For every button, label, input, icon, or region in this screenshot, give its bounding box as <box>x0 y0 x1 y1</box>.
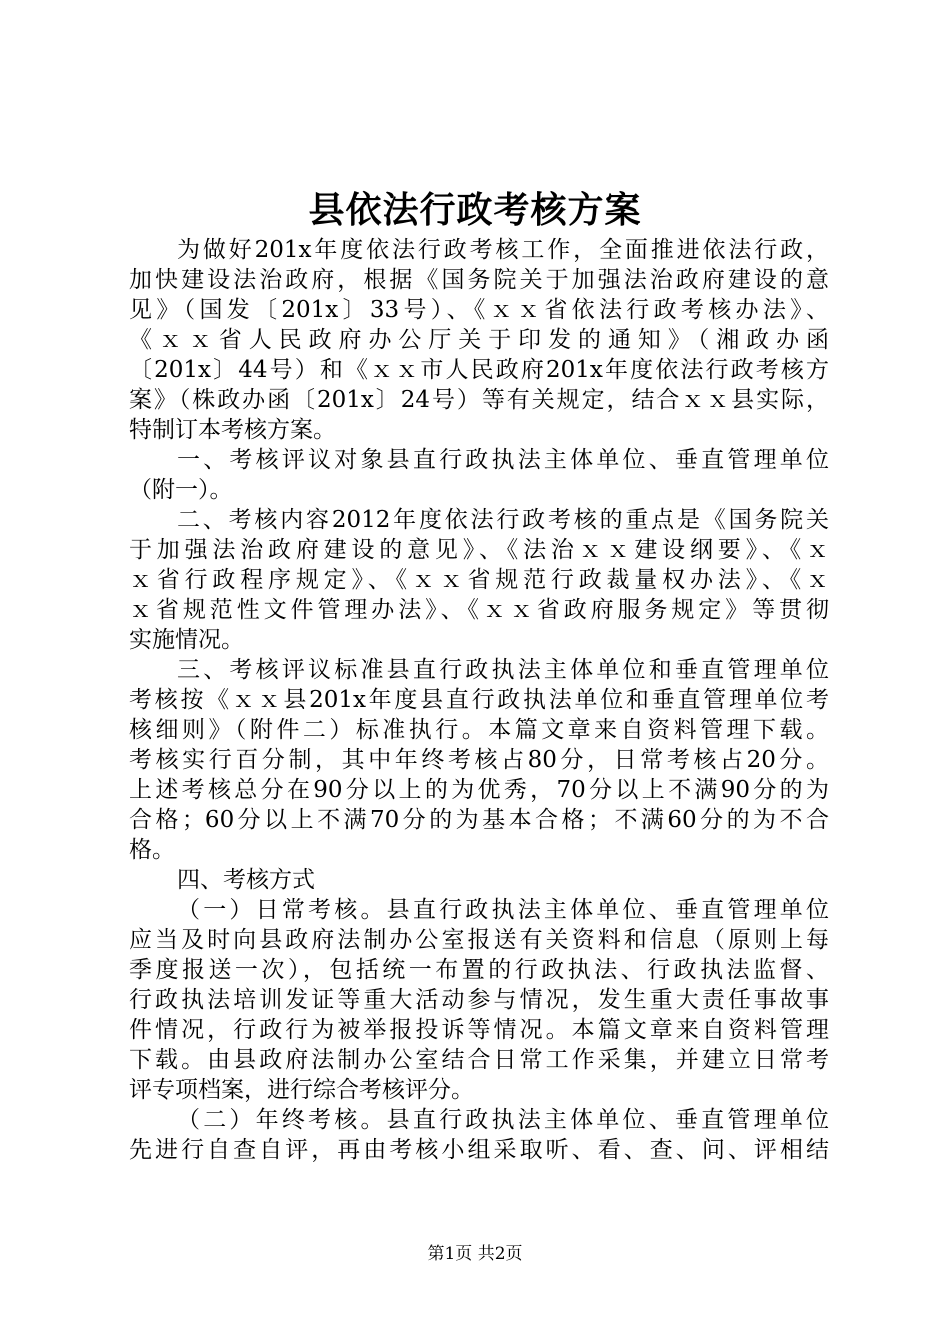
text-line: 考核实行百分制，其中年终考核占80分，日常考核占20分。 <box>129 747 829 773</box>
page-footer: 第1页 共2页 <box>427 1244 523 1264</box>
text-line: 上述考核总分在90分以上的为优秀，70分以上不满90分的为 <box>129 777 829 803</box>
text-line: （一）日常考核。县直行政执法主体单位、垂直管理单位 <box>177 897 829 923</box>
text-line: 核细则》（附件二）标准执行。本篇文章来自资料管理下载。 <box>129 717 829 743</box>
text-line: 二、考核内容2012年度依法行政考核的重点是《国务院关 <box>177 507 829 533</box>
text-line: ｘ省规范性文件管理办法》、《ｘｘ省政府服务规定》等贯彻 <box>129 597 829 623</box>
text-line: 见》（国发〔201x〕33号）、《ｘｘ省依法行政考核办法》、 <box>129 297 829 323</box>
text-line: 《ｘｘ省人民政府办公厅关于印发的通知》（湘政办函 <box>129 327 829 353</box>
document-title: 县依法行政考核方案 <box>308 189 642 231</box>
document-body <box>129 235 829 1165</box>
text-line: 特制订本考核方案。 <box>129 417 336 443</box>
text-line: 实施情况。 <box>129 627 244 653</box>
text-line: 〔201x〕44号）和《ｘｘ市人民政府201x年度依法行政考核方 <box>129 357 829 383</box>
text-line: 评专项档案，进行综合考核评分。 <box>129 1077 474 1103</box>
text-line: 三、考核评议标准县直行政执法主体单位和垂直管理单位 <box>177 657 829 683</box>
text-line: 一、考核评议对象县直行政执法主体单位、垂直管理单位 <box>177 447 829 473</box>
text-line: （附一）。 <box>129 477 233 503</box>
text-line: ｘ省行政程序规定》、《ｘｘ省规范行政裁量权办法》、《ｘ <box>129 567 829 593</box>
text-line: 于加强法治政府建设的意见》、《法治ｘｘ建设纲要》、《ｘ <box>129 537 829 563</box>
text-line: 先进行自查自评，再由考核小组采取听、看、查、问、评相结 <box>129 1137 829 1163</box>
text-line: 下载。由县政府法制办公室结合日常工作采集，并建立日常考 <box>129 1047 829 1073</box>
text-line: 件情况，行政行为被举报投诉等情况。本篇文章来自资料管理 <box>129 1017 829 1043</box>
text-line: 案》（株政办函〔201x〕24号）等有关规定，结合ｘｘ县实际， <box>129 387 829 413</box>
text-line: 季度报送一次），包括统一布置的行政执法、行政执法监督、 <box>129 957 829 983</box>
text-line: 考核按《ｘｘ县201x年度县直行政执法单位和垂直管理单位考 <box>129 687 829 713</box>
text-line: 加快建设法治政府，根据《国务院关于加强法治政府建设的意 <box>129 267 829 293</box>
text-line: 为做好201x年度依法行政考核工作，全面推进依法行政， <box>177 237 829 263</box>
text-line: 格。 <box>129 837 175 863</box>
text-line: 应当及时向县政府法制办公室报送有关资料和信息（原则上每 <box>129 927 829 953</box>
text-line: 合格；60分以上不满70分的为基本合格；不满60分的为不合 <box>129 807 829 833</box>
text-line: （二）年终考核。县直行政执法主体单位、垂直管理单位 <box>177 1107 829 1133</box>
text-line: 行政执法培训发证等重大活动参与情况，发生重大责任事故事 <box>129 987 829 1013</box>
text-line: 四、考核方式 <box>177 867 315 893</box>
